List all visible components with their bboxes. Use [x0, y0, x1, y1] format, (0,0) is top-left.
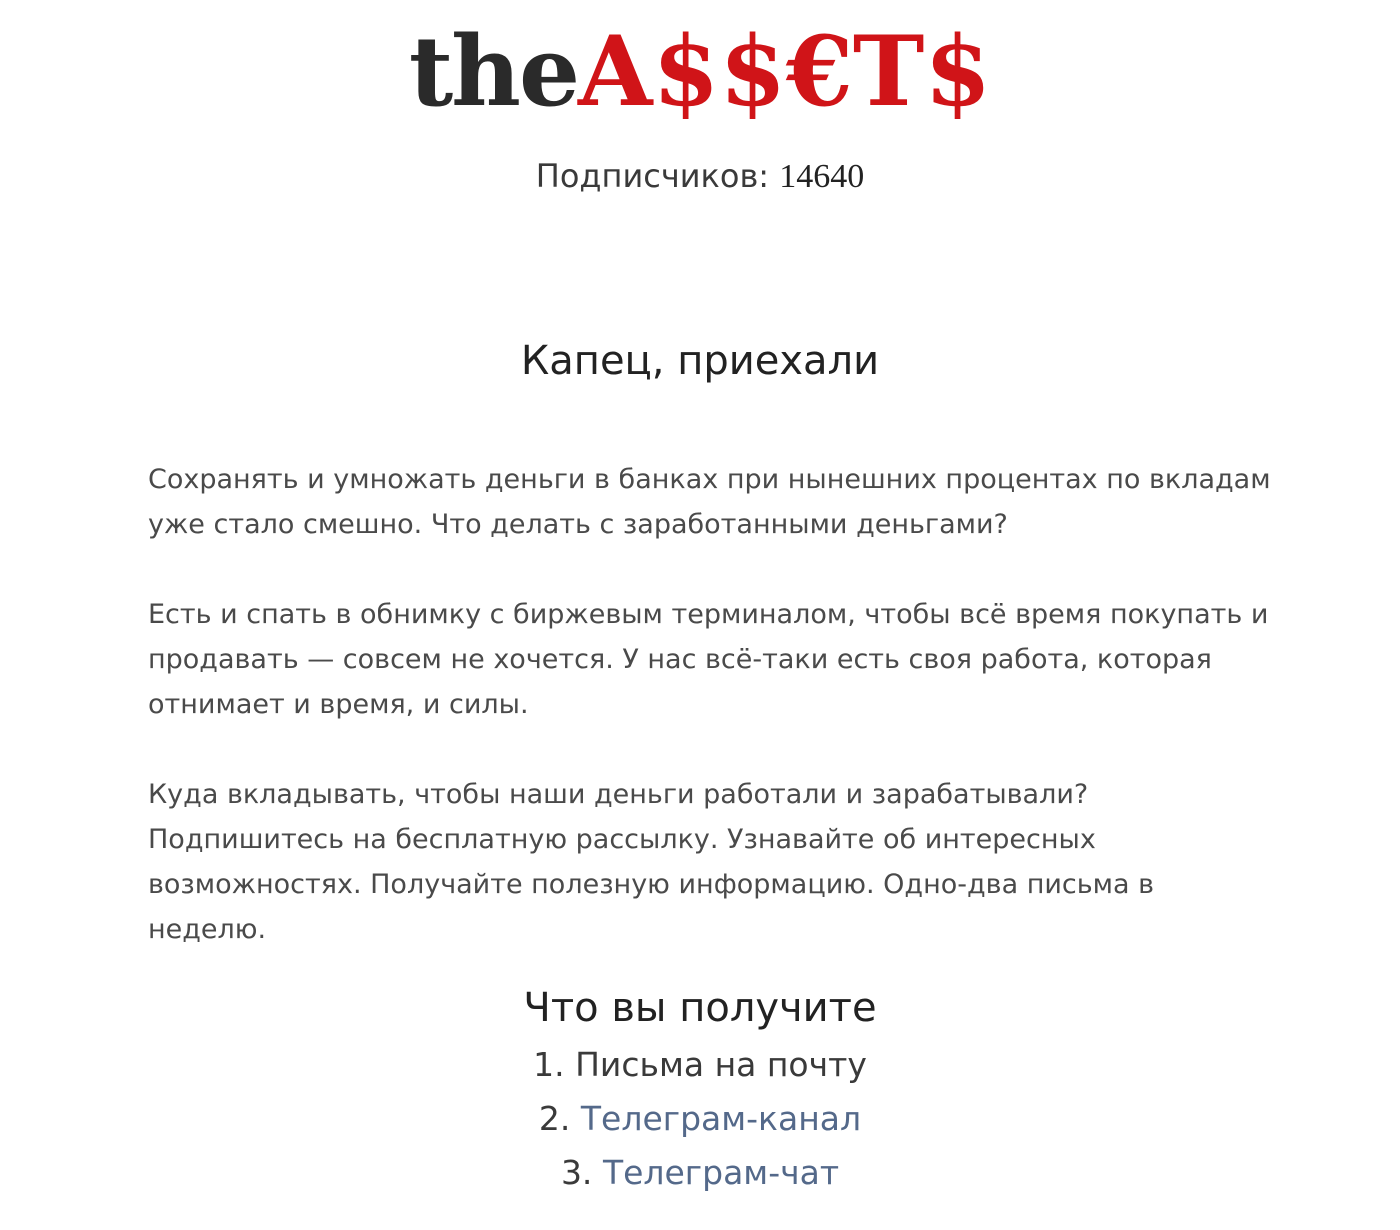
benefit-number: 1.: [533, 1045, 565, 1084]
benefits-heading: Что вы получите: [523, 985, 877, 1031]
paragraph-3: Куда вкладывать, чтобы наши деньги работали и зарабатывали? Подпишитесь на бесплатную рассылку. Узнавайте об интересных возможностях. Получайте полезную информацию. Одно-два письма в неделю.: [148, 779, 1155, 945]
benefit-item-email: [0, 1038, 1400, 1092]
subscriber-count: [0, 152, 1400, 201]
logo-assets-text: A$$€T$: [578, 15, 992, 128]
logo-the-text: the: [408, 15, 579, 128]
benefits-list: [0, 1038, 1400, 1200]
benefit-label-email: Письма на почту: [575, 1045, 867, 1084]
subscriber-number: 14640: [779, 158, 865, 195]
paragraph-2: Есть и спать в обнимку с биржевым терминалом, чтобы всё время покупать и продавать — совсем не хочется. У нас всё-таки есть своя работа, которая отнимает и время, и силы.: [148, 599, 1269, 720]
benefit-number: 2.: [538, 1099, 571, 1138]
site-logo[interactable]: [0, 15, 1400, 128]
benefit-item-telegram-chat: [0, 1146, 1400, 1200]
telegram-chat-link[interactable]: Телеграм-чат: [602, 1153, 840, 1192]
paragraph-1: Сохранять и умножать деньги в банках при нынешних процентах по вкладам уже стало смешно. Что делать с заработанными деньгами?: [148, 464, 1271, 540]
intro-text: [148, 457, 1278, 997]
benefit-item-telegram-channel: [0, 1092, 1400, 1146]
benefit-number: 3.: [560, 1153, 593, 1192]
page-title: Капец, приехали: [520, 338, 880, 384]
telegram-channel-link[interactable]: Телеграм-канал: [580, 1099, 862, 1138]
subscriber-label: Подписчиков:: [535, 157, 770, 195]
